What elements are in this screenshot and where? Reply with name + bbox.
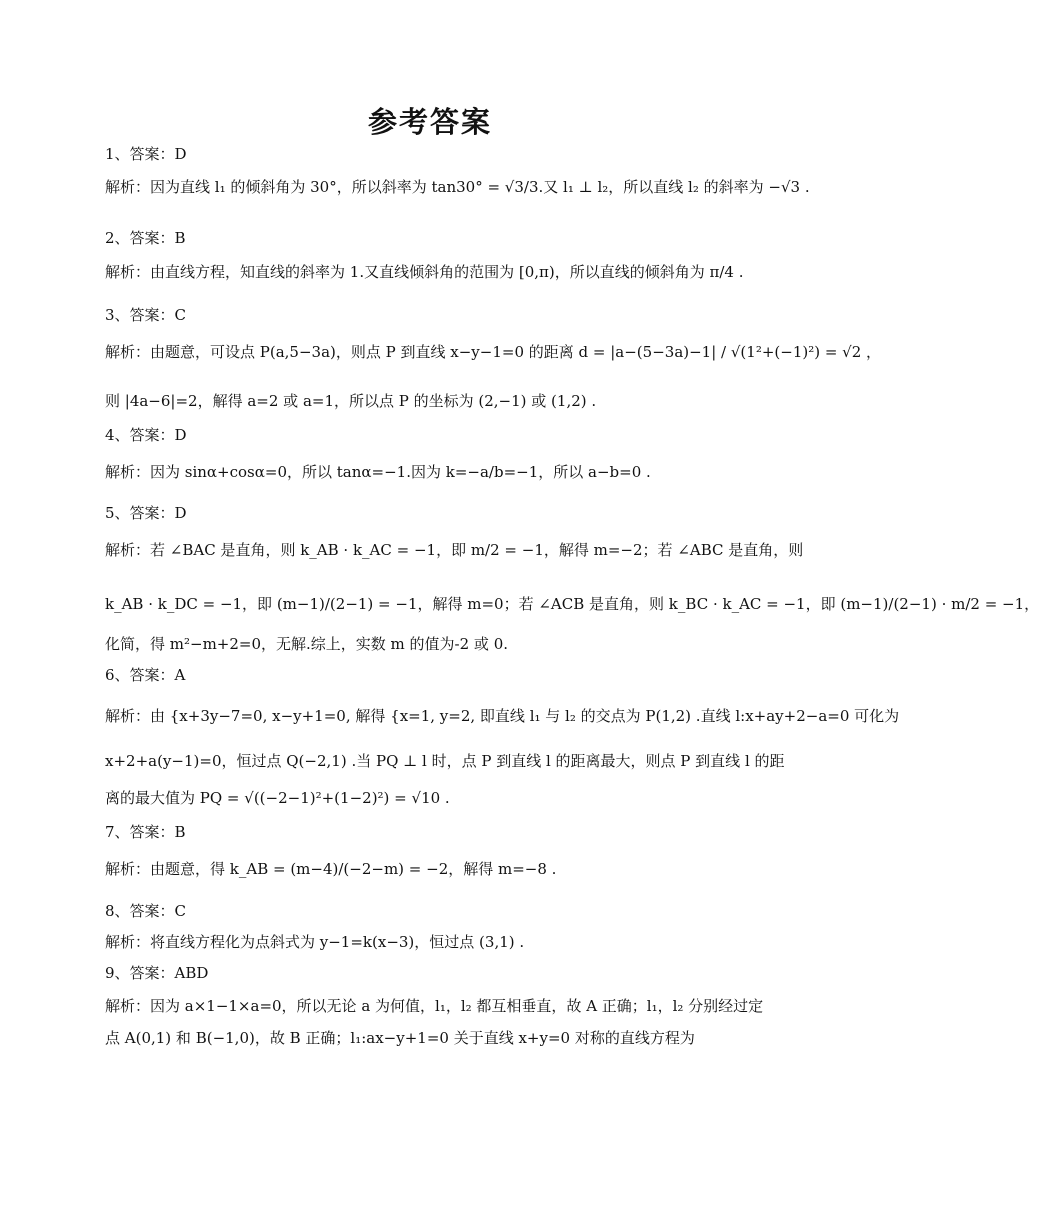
text-line: x+2+a(y−1)=0，恒过点 Q(−2,1) .当 PQ ⊥ l 时，点 P 到直线 l 的距离最大，则点 P 到直线 l 的距 [105, 752, 785, 770]
text-line: 解析：因为 a×1−1×a=0，所以无论 a 为何值，l₁，l₂ 都互相垂直，故 A 正确；l₁，l₂ 分别经过定 [105, 997, 764, 1015]
text-line: 5、答案：D [105, 504, 187, 522]
text-line: 3、答案：C [105, 306, 187, 324]
text-line: 8、答案：C [105, 902, 187, 920]
text-line: 解析：由题意，可设点 P(a,5−3a)，则点 P 到直线 x−y−1=0 的距离 d = |a−(5−3a)−1| / √(1²+(−1)²) = √2 ， [105, 343, 882, 361]
text-line: 7、答案：B [105, 823, 186, 841]
text-line: 4、答案：D [105, 426, 187, 444]
text-line: 9、答案：ABD [105, 964, 209, 982]
text-line: 1、答案：D [105, 145, 187, 163]
text-line: 则 |4a−6|=2，解得 a=2 或 a=1，所以点 P 的坐标为 (2,−1) 或 (1,2) . [105, 392, 597, 410]
text-line: 6、答案：A [105, 666, 186, 684]
text-line: 2、答案：B [105, 229, 186, 247]
text-line: 离的最大值为 PQ = √((−2−1)²+(1−2)²) = √10 . [105, 789, 450, 807]
text-line: 解析：由 {x+3y−7=0, x−y+1=0, 解得 {x=1, y=2, 即直线 l₁ 与 l₂ 的交点为 P(1,2) .直线 l:x+ay+2−a=0 可化为 [105, 707, 900, 725]
text-line: 解析：将直线方程化为点斜式为 y−1=k(x−3)，恒过点 (3,1) . [105, 933, 525, 951]
text-line: 解析：由直线方程，知直线的斜率为 1.又直线倾斜角的范围为 [0,π)，所以直线的倾斜角为 π/4 . [105, 263, 744, 281]
text-line: k_AB · k_DC = −1，即 (m−1)/(2−1) = −1，解得 m=0；若 ∠ACB 是直角，则 k_BC · k_AC = −1，即 (m−1)/(2−1) · m/2 = −1， [105, 595, 1039, 613]
text-line: 解析：因为 sinα+cosα=0，所以 tanα=−1.因为 k=−a/b=−1，所以 a−b=0 . [105, 463, 651, 481]
page-title: 参考答案 [367, 105, 492, 139]
text-line: 化简，得 m²−m+2=0，无解.综上，实数 m 的值为-2 或 0. [105, 635, 509, 653]
text-line: 点 A(0,1) 和 B(−1,0)，故 B 正确；l₁:ax−y+1=0 关于直线 x+y=0 对称的直线方程为 [105, 1029, 695, 1047]
text-line: 解析：因为直线 l₁ 的倾斜角为 30°，所以斜率为 tan30° = √3/3.又 l₁ ⊥ l₂，所以直线 l₂ 的斜率为 −√3 . [105, 178, 810, 196]
text-line: 解析：由题意，得 k_AB = (m−4)/(−2−m) = −2，解得 m=−8 . [105, 860, 557, 878]
text-line: 解析：若 ∠BAC 是直角，则 k_AB · k_AC = −1，即 m/2 = −1，解得 m=−2；若 ∠ABC 是直角，则 [105, 541, 804, 559]
